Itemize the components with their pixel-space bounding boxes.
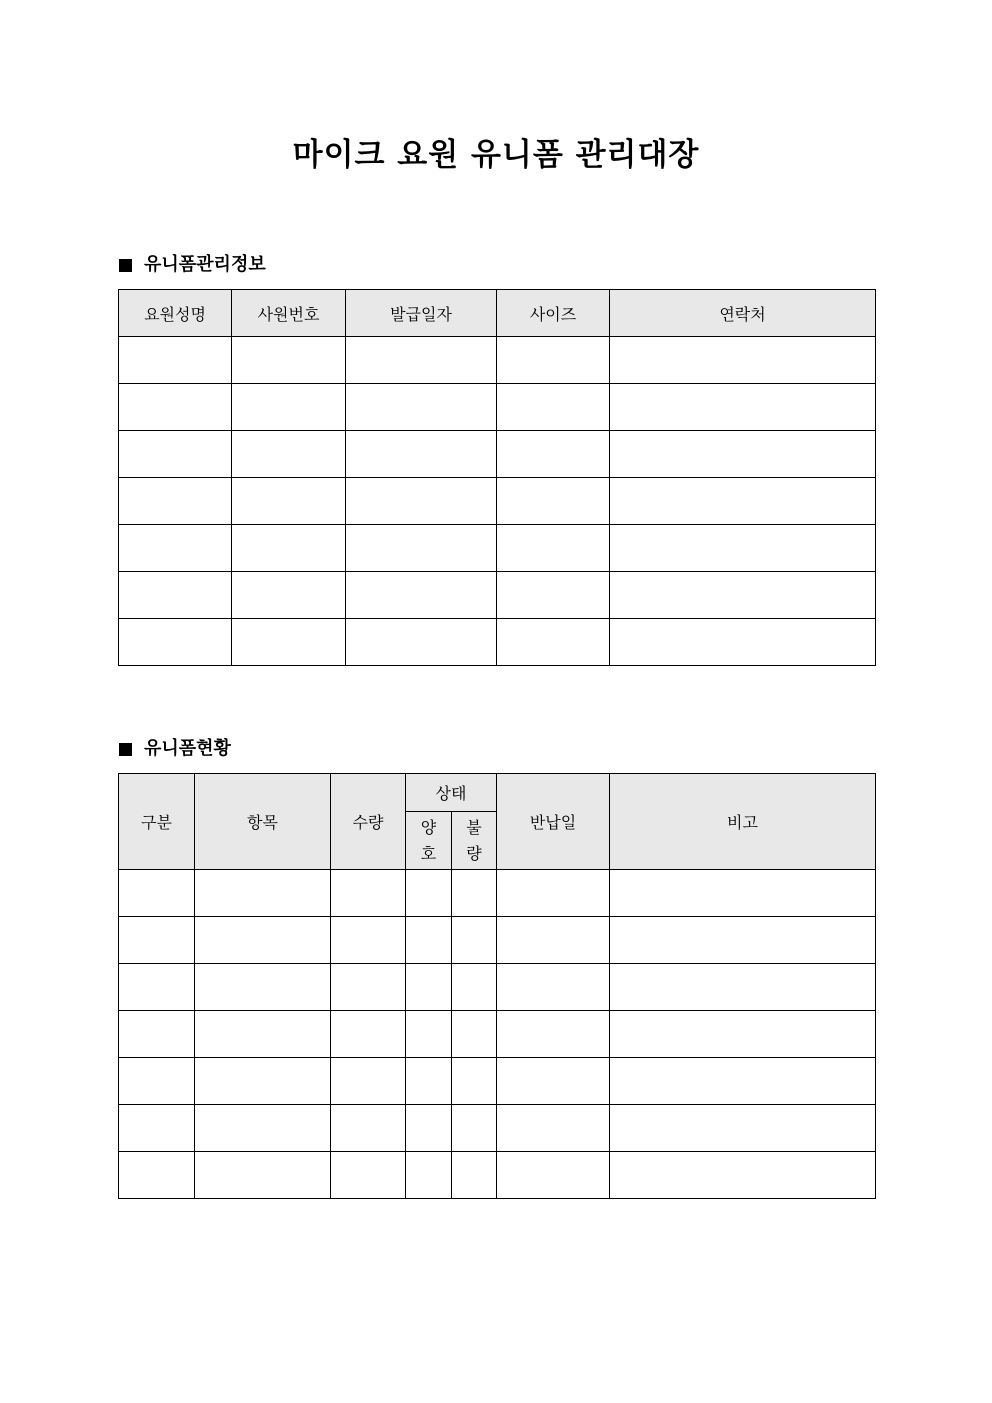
table-cell[interactable] [406, 1058, 452, 1105]
table-cell[interactable] [406, 1011, 452, 1058]
table-cell[interactable] [610, 964, 876, 1011]
table-cell[interactable] [497, 431, 610, 478]
uniform-status-table [118, 773, 876, 1199]
table-cell[interactable] [497, 478, 610, 525]
table-cell[interactable] [497, 1011, 610, 1058]
table-cell[interactable] [497, 384, 610, 431]
table-row [119, 619, 876, 666]
column-header-issue-date: 발급일자 [346, 290, 497, 337]
table-cell[interactable] [119, 1058, 195, 1105]
table-cell[interactable] [232, 337, 346, 384]
table-cell[interactable] [452, 1152, 497, 1199]
table-cell[interactable] [497, 525, 610, 572]
table-cell[interactable] [610, 917, 876, 964]
table-cell[interactable] [119, 964, 195, 1011]
state-bad-char-2: 량 [466, 843, 482, 863]
table-cell[interactable] [119, 619, 232, 666]
table-cell[interactable] [346, 525, 497, 572]
table-cell[interactable] [452, 917, 497, 964]
table-cell[interactable] [331, 870, 406, 917]
info-section-heading [119, 253, 266, 277]
column-header-state-bad [452, 812, 497, 870]
table-cell[interactable] [497, 619, 610, 666]
table-cell[interactable] [610, 384, 876, 431]
table-cell[interactable] [232, 572, 346, 619]
table-cell[interactable] [119, 572, 232, 619]
table-cell[interactable] [406, 1152, 452, 1199]
table-cell[interactable] [406, 870, 452, 917]
table-cell[interactable] [119, 525, 232, 572]
table-cell[interactable] [331, 1058, 406, 1105]
table-row [119, 572, 876, 619]
table-cell[interactable] [119, 478, 232, 525]
table-cell[interactable] [610, 1011, 876, 1058]
table-cell[interactable] [195, 1058, 331, 1105]
table-cell[interactable] [610, 525, 876, 572]
table-cell[interactable] [406, 1105, 452, 1152]
table-cell[interactable] [406, 917, 452, 964]
document-title: 마이크 요원 유니폼 관리대장 [292, 137, 700, 173]
column-header-contact: 연락처 [610, 290, 876, 337]
table-cell[interactable] [497, 917, 610, 964]
table-cell[interactable] [232, 431, 346, 478]
table-row [119, 1058, 876, 1105]
state-good-char-2: 호 [420, 843, 437, 863]
table-cell[interactable] [119, 431, 232, 478]
table-cell[interactable] [346, 572, 497, 619]
table-cell[interactable] [195, 964, 331, 1011]
column-header-return-date: 반납일 [497, 774, 610, 870]
table-cell[interactable] [232, 619, 346, 666]
table-cell[interactable] [331, 964, 406, 1011]
table-row [119, 431, 876, 478]
table-header-row [119, 290, 876, 337]
table-cell[interactable] [610, 431, 876, 478]
table-cell[interactable] [195, 1152, 331, 1199]
table-cell[interactable] [346, 384, 497, 431]
table-row [119, 1011, 876, 1058]
table-row [119, 384, 876, 431]
table-cell[interactable] [346, 431, 497, 478]
table-cell[interactable] [119, 870, 195, 917]
table-cell[interactable] [452, 1105, 497, 1152]
table-header-row [119, 774, 876, 812]
table-cell[interactable] [195, 870, 331, 917]
table-cell[interactable] [119, 917, 195, 964]
table-cell[interactable] [452, 1011, 497, 1058]
table-cell[interactable] [232, 384, 346, 431]
table-cell[interactable] [119, 337, 232, 384]
table-cell[interactable] [346, 478, 497, 525]
info-section-heading-label: 유니폼관리정보 [144, 254, 266, 275]
table-row [119, 1105, 876, 1152]
table-cell[interactable] [346, 337, 497, 384]
table-cell[interactable] [331, 1011, 406, 1058]
table-cell[interactable] [610, 1105, 876, 1152]
table-cell[interactable] [195, 1105, 331, 1152]
table-cell[interactable] [610, 478, 876, 525]
table-cell[interactable] [346, 619, 497, 666]
square-bullet-icon [119, 259, 132, 272]
square-bullet-icon [119, 743, 132, 756]
table-cell[interactable] [232, 478, 346, 525]
column-header-item: 항목 [195, 774, 331, 870]
table-cell[interactable] [497, 1152, 610, 1199]
column-header-quantity: 수량 [331, 774, 406, 870]
table-row [119, 525, 876, 572]
table-cell[interactable] [497, 1058, 610, 1105]
table-cell[interactable] [119, 1105, 195, 1152]
column-header-remarks: 비고 [610, 774, 876, 870]
table-cell[interactable] [497, 572, 610, 619]
table-cell[interactable] [497, 964, 610, 1011]
table-cell[interactable] [232, 525, 346, 572]
status-section-heading-label: 유니폼현황 [144, 738, 231, 759]
uniform-info-table [118, 289, 876, 666]
table-cell[interactable] [406, 964, 452, 1011]
column-header-category: 구분 [119, 774, 195, 870]
table-cell[interactable] [331, 1105, 406, 1152]
table-row [119, 337, 876, 384]
table-cell[interactable] [610, 1058, 876, 1105]
table-cell[interactable] [452, 1058, 497, 1105]
column-header-state: 상태 [406, 774, 497, 812]
column-header-name: 요원성명 [119, 290, 232, 337]
table-row [119, 870, 876, 917]
column-header-employee-number: 사원번호 [232, 290, 346, 337]
state-good-char-1: 양 [420, 817, 437, 837]
state-bad-char-1: 불 [466, 817, 482, 837]
status-section-heading [119, 737, 231, 761]
table-cell[interactable] [610, 619, 876, 666]
table-cell[interactable] [119, 384, 232, 431]
table-cell[interactable] [119, 1011, 195, 1058]
table-row [119, 917, 876, 964]
table-cell[interactable] [331, 1152, 406, 1199]
table-cell[interactable] [331, 917, 406, 964]
table-cell[interactable] [497, 870, 610, 917]
table-row [119, 478, 876, 525]
column-header-state-good [406, 812, 452, 870]
column-header-size: 사이즈 [497, 290, 610, 337]
table-row [119, 1152, 876, 1199]
table-cell[interactable] [119, 1152, 195, 1199]
table-row [119, 964, 876, 1011]
table-cell[interactable] [195, 917, 331, 964]
table-cell[interactable] [452, 964, 497, 1011]
table-cell[interactable] [610, 870, 876, 917]
table-cell[interactable] [452, 870, 497, 917]
table-cell[interactable] [610, 1152, 876, 1199]
table-cell[interactable] [610, 337, 876, 384]
table-cell[interactable] [610, 572, 876, 619]
table-cell[interactable] [497, 1105, 610, 1152]
table-cell[interactable] [497, 337, 610, 384]
table-cell[interactable] [195, 1011, 331, 1058]
